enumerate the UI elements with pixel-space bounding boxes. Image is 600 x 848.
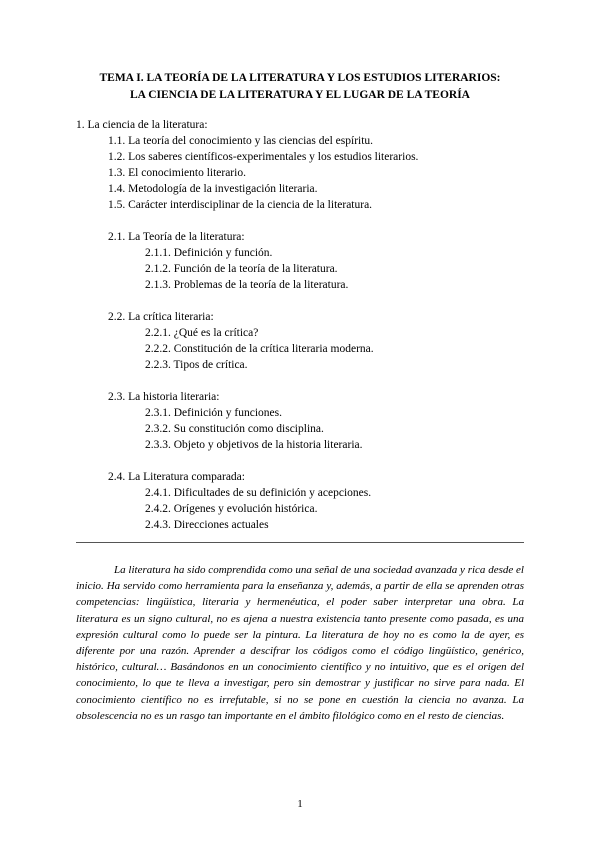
toc-item: 2.2.2. Constitución de la crítica literaria moderna. xyxy=(145,343,374,355)
toc-item: 2.4.1. Dificultades de su definición y acepciones. xyxy=(145,487,372,499)
toc-item: 2.1.3. Problemas de la teoría de la literatura. xyxy=(145,279,349,291)
toc-item: 1.5. Carácter interdisciplinar de la ciencia de la literatura. xyxy=(108,199,373,211)
toc-item: 2.3.1. Definición y funciones. xyxy=(145,407,283,419)
section-divider xyxy=(76,542,524,543)
toc-item: 2.2.1. ¿Qué es la crítica? xyxy=(145,327,259,339)
toc-item: 2.4.3. Direcciones actuales xyxy=(145,519,269,531)
page-number: 1 xyxy=(297,798,303,810)
toc-item: 2.2. La crítica literaria: xyxy=(108,311,214,323)
toc-item: 1.2. Los saberes científicos-experimentales y los estudios literarios. xyxy=(108,151,419,163)
body-paragraph: La literatura ha sido comprendida como una señal de una sociedad avanzada y rica desde el inicio. Ha servido como herramienta para la enseñanza y, además, a partir de ella se aprenden otras competencias: lingüística, literaria y hermenéutica, el poder saber interpretar una obra. La literatura es un signo cultural, no es ajena a nuestra existencia tanto presente como pasada, es una expresión cultural como lo puede ser la pintura. La literatura de hoy no es como la de ayer, es diferente por una razón. Aprender a descifrar los códigos como el código lingüístico, genérico, histórico, cultural… Basándonos en un conocimiento científico y no intuitivo, que es el origen del conocimiento, lo que te lleva a investigar, pero sin demostrar y justificar no sirve para nada. El conocimiento científico no es irrefutable, si no se pone en cuestión la ciencia no avanza. La obsolescencia no es un rasgo tan importante en el ámbito filológico como en el resto de ciencias. xyxy=(76,564,524,722)
title-line-1: TEMA I. LA TEORÍA DE LA LITERATURA Y LOS ESTUDIOS LITERARIOS: xyxy=(99,72,501,84)
toc-item: 1. La ciencia de la literatura: xyxy=(76,119,208,131)
toc-item: 1.3. El conocimiento literario. xyxy=(108,167,246,179)
toc-item: 2.4.2. Orígenes y evolución histórica. xyxy=(145,503,318,515)
toc-item: 2.2.3. Tipos de crítica. xyxy=(145,359,248,371)
toc-item: 2.4. La Literatura comparada: xyxy=(108,471,245,483)
toc-item: 2.1.2. Función de la teoría de la literatura. xyxy=(145,263,338,275)
toc-item: 2.3.2. Su constitución como disciplina. xyxy=(145,423,324,435)
toc-item: 2.3.3. Objeto y objetivos de la historia literaria. xyxy=(145,439,363,451)
toc-item: 1.4. Metodología de la investigación literaria. xyxy=(108,183,318,195)
document-title xyxy=(60,70,540,104)
toc-item: 1.1. La teoría del conocimiento y las ciencias del espíritu. xyxy=(108,135,374,147)
toc-item: 2.3. La historia literaria: xyxy=(108,391,220,403)
toc-item: 2.1.1. Definición y función. xyxy=(145,247,273,259)
toc-item: 2.1. La Teoría de la literatura: xyxy=(108,231,245,243)
title-line-2: LA CIENCIA DE LA LITERATURA Y EL LUGAR DE LA TEORÍA xyxy=(130,89,470,101)
